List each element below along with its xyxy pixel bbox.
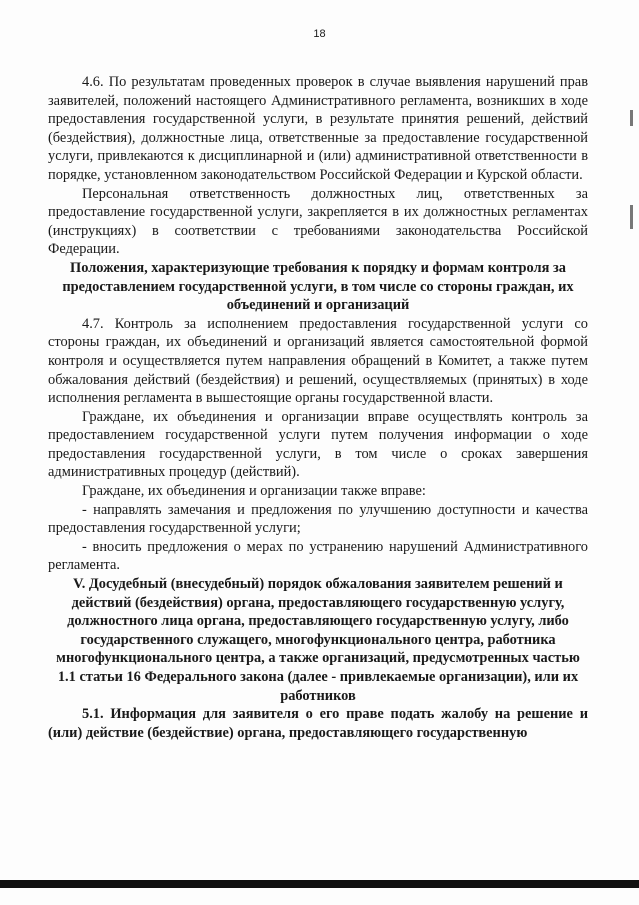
list-item-proposals: - вносить предложения о мерах по устранению нарушений Административного регламента. — [48, 538, 588, 574]
paragraph-citizens-rights: Граждане, их объединения и организации также вправе: — [82, 483, 426, 500]
scan-bottom-border — [0, 880, 639, 888]
subheading-5-1: 5.1. Информация для заявителя о его праве подать жалобу на решение и (или) действие (бездействие) органа, предоставляющего государственную — [48, 706, 588, 741]
scan-edge-mark — [630, 205, 633, 229]
list-item-remarks: - направлять замечания и предложения по улучшению доступности и качества предоставления государственной услуги; — [48, 501, 588, 537]
document-body — [48, 73, 588, 742]
paragraph-personal-responsibility: Персональная ответственность должностных лиц, ответственных за предоставление государственной услуги, закрепляется в их должностных регламентах (инструкциях) в соответствии с требованиями законодательства Российской Федерации. — [48, 185, 588, 258]
scan-edge-mark — [630, 110, 633, 126]
heading-control-requirements: Положения, характеризующие требования к порядку и формам контроля за предоставлением государственной услуги, в том числе со стороны граждан, их объединений и организаций — [62, 259, 574, 314]
page-number: 18 — [313, 28, 326, 40]
paragraph-4-6: 4.6. По результатам проведенных проверок в случае выявления нарушений прав заявителей, положений настоящего Административного регламента, возникших в ходе предоставления государственной услуги, в результате принятия решений, действий (бездействия), должностные лица, ответственные за предоставление государственной услуги, привлекаются к дисциплинарной и (или) административной ответственности в порядке, установленном законодательством Российской Федерации и Курской области. — [48, 74, 588, 183]
paragraph-citizens-control: Граждане, их объединения и организации вправе осуществлять контроль за предоставлением государственной услуги путем получения информации о ходе предоставления государственной услуги, в том числе о сроках завершения административных процедур (действий). — [48, 408, 588, 481]
section-v-heading: V. Досудебный (внесудебный) порядок обжалования заявителем решений и действий (бездействия) органа, предоставляющего государственную услугу, должностного лица органа, предоставляющего государственную услугу, либо государственного служащего, многофункционального центра, работника многофункционального центра, а также организаций, предусмотренных частью 1.1 статьи 16 Федерального закона (далее - привлекаемые организации), или их работников — [56, 576, 580, 704]
paragraph-4-7: 4.7. Контроль за исполнением предоставления государственной услуги со стороны граждан, их объединений и организаций является самостоятельной формой контроля и осуществляется путем направления обращений в Комитет, а также путем обжалования действий (бездействия) и решений, осуществляемых (принятых) в ходе исполнения регламента в вышестоящие органы государственной власти. — [48, 315, 588, 407]
